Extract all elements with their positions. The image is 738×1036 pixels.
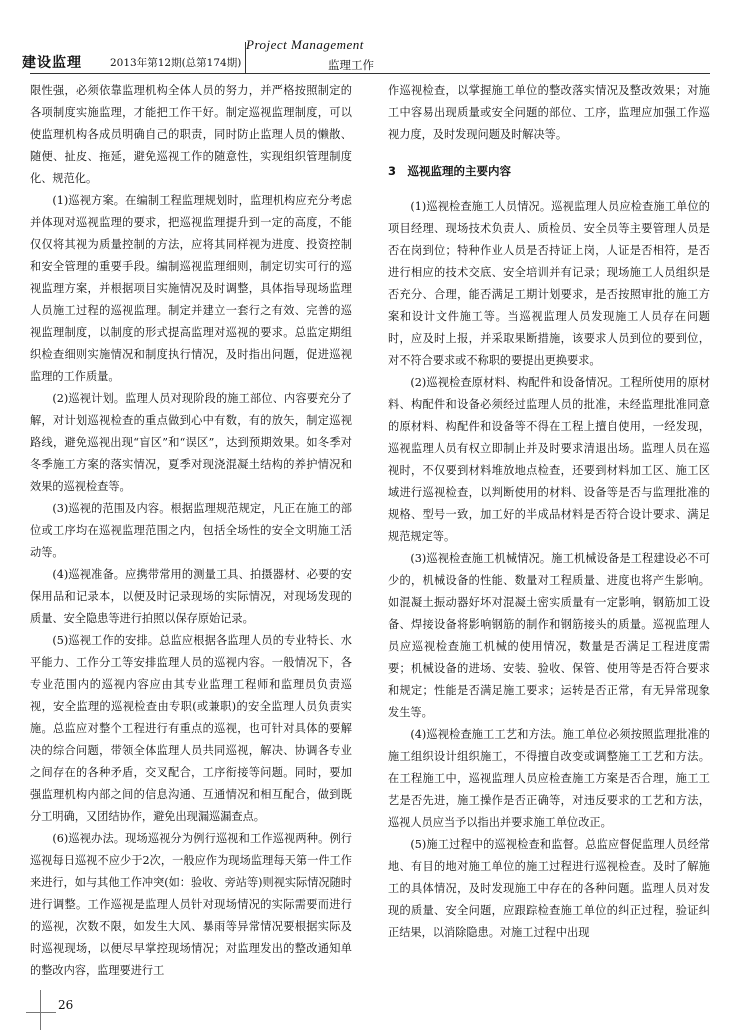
left-column: [30, 80, 352, 982]
right-column: [388, 80, 710, 944]
paragraph: (6)巡视办法。现场巡视分为例行巡视和工作巡视两种。例行巡视每日巡视不应少于2次，一般应作为现场监理每天第一件工作来进行，如与其他工作冲突(如：验收、旁站等)则视实际情况随时进行调整。工作巡视是监理人员针对现场情况的实际需要而进行的巡视，次数不限，如发生大风、暴雨等异常情况要根据实际及时巡视现场，以便尽早掌控现场情况；对监理发出的整改通知单的整改内容，监理要进行工: [30, 832, 352, 977]
paragraph: (3)巡视检查施工机械情况。施工机械设备是工程建设必不可少的，机械设备的性能、数量对工程质量、进度也将产生影响。如混凝土振动器好坏对混凝土密实质量有一定影响，钢筋加工设备、焊接设备将影响钢筋的制作和钢筋接头的质量。巡视监理人员应巡视检查施工机械的使用情况，数量是否满足工程进度需要；机械设备的进场、安装、验收、保管、使用等是否符合要求和规定；性能是否满足施工要求；运转是否正常，有无异常现象发生等。: [388, 552, 710, 719]
paragraph: (2)巡视检查原材料、构配件和设备情况。工程所使用的原材料、构配件和设备必须经过监理人员的批准，未经监理批准同意的原材料、构配件和设备等不得在工程上擅自使用，一经发现，巡视监理人员有权立即制止并及时要求清退出场。监理人员在巡视时，不仅要到材料堆放地点检查，还要到材料加工区、施工区域进行巡视检查，以判断使用的材料、设备等是否与监理批准的规格、型号一致，加工好的半成品材料是否符合设计要求、满足规范规定等。: [388, 376, 710, 543]
journal-masthead: 建设监理: [22, 55, 82, 71]
paragraph: (3)巡视的范围及内容。根据监理规范规定，凡正在施工的部位或工序均在巡视监理范围之内，包括全场性的安全文明施工活动等。: [30, 502, 352, 559]
journal-english-title: Project Management: [246, 37, 364, 52]
issue-info: 2013年第12期(总第174期): [110, 57, 242, 69]
section-label: 监理工作: [328, 58, 374, 72]
paragraph: 作巡视检查，以掌握施工单位的整改落实情况及整改效果；对施工中容易出现质量或安全问题的部位、工序，监理应加强工作巡视力度，及时发现问题及时解决等。: [388, 84, 710, 141]
paragraph: (5)巡视工作的安排。总监应根据各监理人员的专业特长、水平能力、工作分工等安排监理人员的巡视内容。一般情况下，各专业范围内的巡视内容应由其专业监理工程师和监理员负责巡视，安全监理的巡视检查由专职(或兼职)的安全监理人员负责实施。总监应对整个工程进行有重点的巡视，也可针对具体的要解决的综合问题，带领全体监理人员共同巡视，解决、协调各专业之间存在的各种矛盾，交叉配合，工序衔接等问题。同时，要加强监理机构内部之间的信息沟通、互通情况和相互配合，做到既分工明确，又团结协作，避免出现漏巡漏查点。: [30, 634, 352, 823]
page-footer: [0, 990, 738, 1036]
paragraph: (5)施工过程中的巡视检查和监督。总监应督促监理人员经常地、有目的地对施工单位的施工过程进行巡视检查。及时了解施工的具体情况，及时发现施工中存在的各种问题。监理人员对发现的质量、安全问题，应跟踪检查施工单位的纠正过程，验证纠正结果，以消除隐患。对施工过程中出现: [388, 838, 710, 939]
crop-mark: [40, 990, 41, 1030]
page-number: 26: [58, 998, 74, 1012]
page-header: [0, 0, 738, 80]
paragraph: (4)巡视检查施工工艺和方法。施工单位必须按照监理批准的施工组织设计组织施工，不得擅自改变或调整施工工艺和方法。在工程施工中，巡视监理人员应检查施工方案是否合理，施工工艺是否先进，施工操作是否正确等，对违反要求的工艺和方法，巡视人员应当予以指出并要求施工单位改正。: [388, 728, 710, 829]
paragraph: (2)巡视计划。监理人员对现阶段的施工部位、内容要充分了解，对计划巡视检查的重点做到心中有数，有的放矢，制定巡视路线，避免巡视出现“盲区”和“误区”，达到预期效果。如冬季对冬季施工方案的落实情况，夏季对现浇混凝土结构的养护情况和效果的巡视检查等。: [30, 392, 352, 493]
paragraph: (1)巡视检查施工人员情况。巡视监理人员应检查施工单位的项目经理、现场技术负责人、质检员、安全员等主要管理人员是否在岗到位；特种作业人员是否持证上岗，人证是否相符，是否进行相应的技术交底、安全培训并有记录；现场施工人员组织是否充分、合理，能否满足工期计划要求，是否按照审批的施工方案和设计文件施工等。当巡视监理人员发现施工人员存在问题时，应及时上报，并采取果断措施，该要求人员到位的要到位，对不符合要求或不称职的要提出更换要求。: [388, 200, 710, 367]
paragraph: 限性强，必须依靠监理机构全体人员的努力，并严格按照制定的各项制度实施监理，才能把工作干好。制定巡视监理制度，可以使监理机构各成员明确自己的职责，同时防止监理人员的懒散、随便、扯皮、拖延，避免巡视工作的随意性，实现组织管理制度化、规范化。: [30, 84, 352, 185]
paragraph: (1)巡视方案。在编制工程监理规划时，监理机构应充分考虑并体现对巡视监理的要求，把巡视监理提升到一定的高度，不能仅仅将其视为质量控制的方法，应将其同样视为进度、投资控制和安全管理的重要手段。编制巡视监理细则，制定切实可行的巡视监理方案，并根据项目实施情况及时调整，具体指导现场监理人员施工过程的巡视监理。制定并建立一套行之有效、完善的巡视监理制度，以制度的形式提高监理对巡视的要求。总监定期组织检查细则实施情况和制度执行情况，及时指出问题，促进巡视监理的工作质量。: [30, 194, 352, 383]
crop-mark: [26, 1012, 56, 1013]
header-rule: [30, 73, 710, 74]
section-heading: 3 巡视监理的主要内容: [388, 164, 512, 178]
paragraph: (4)巡视准备。应携带常用的测量工具、拍摄器材、必要的安保用品和记录本，以便及时记录现场的实际情况，对现场发现的质量、安全隐患等进行拍照以保存原始记录。: [30, 568, 352, 625]
